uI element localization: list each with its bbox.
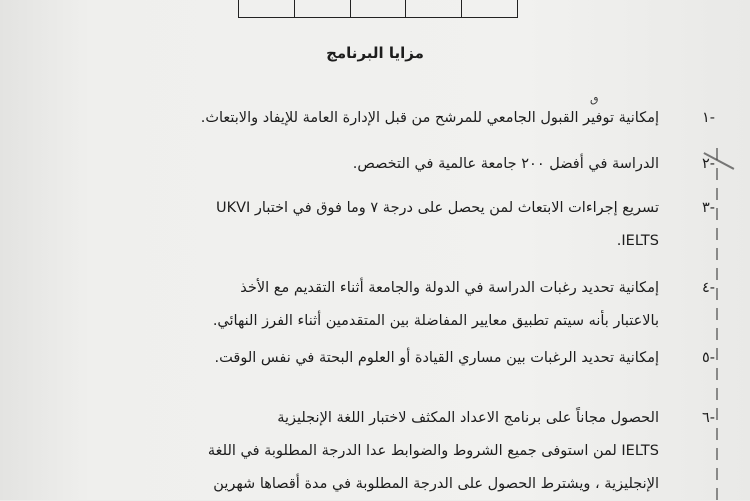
pen-mark: ٯ <box>590 92 599 105</box>
table-cell <box>350 0 406 17</box>
list-item-2 <box>353 148 715 181</box>
item-text: الحصول مجاناً على برنامج الاعداد المكثف لاختبار اللغة الإنجليزية <box>277 410 659 426</box>
item-text: الدراسة في أفضل ٢٠٠ جامعة عالمية في التخصص. <box>352 156 659 172</box>
top-table-fragment <box>238 0 518 18</box>
section-heading: مزايا البرنامج <box>326 44 424 62</box>
table-cell <box>461 0 517 17</box>
item-number: -٥ <box>701 350 715 366</box>
list-item-6 <box>208 402 715 501</box>
item-number: -٣ <box>701 200 715 216</box>
item-text: IELTS. <box>616 233 659 249</box>
list-item-5 <box>215 342 715 375</box>
item-text: الإنجليزية ، ويشترط الحصول على الدرجة المطلوبة في مدة أقصاها شهرين <box>213 476 659 492</box>
item-number: -٦ <box>701 410 715 426</box>
item-text: إمكانية تحديد رغبات الدراسة في الدولة والجامعة أثناء التقديم مع الأخذ <box>240 280 659 296</box>
item-number: -٢ <box>701 156 715 172</box>
item-text: بالاعتبار بأنه سيتم تطبيق معايير المفاضلة بين المتقدمين أثناء الفرز النهائي. <box>212 313 659 329</box>
item-text: إمكانية تحديد الرغبات بين مساري القيادة أو العلوم البحتة في نفس الوقت. <box>214 350 659 366</box>
item-text: IELTS لمن استوفى جميع الشروط والضوابط عدا الدرجة المطلوبة في اللغة <box>207 443 659 459</box>
item-number: -٤ <box>701 280 715 296</box>
item-text: تسريع إجراءات الابتعاث لمن يحصل على درجة ٧ وما فوق في اختبار UKVI <box>215 200 659 216</box>
list-item-1 <box>201 102 715 135</box>
list-item-4 <box>213 272 715 338</box>
table-cell <box>405 0 461 17</box>
item-number: -١ <box>701 110 715 126</box>
table-cell <box>239 0 294 17</box>
table-cell <box>294 0 350 17</box>
margin-dashed-line <box>716 148 718 500</box>
item-text: إمكانية توفير القبول الجامعي للمرشح من قبل الإدارة العامة للإيفاد والابتعاث. <box>200 110 659 126</box>
list-item-3 <box>216 192 715 258</box>
